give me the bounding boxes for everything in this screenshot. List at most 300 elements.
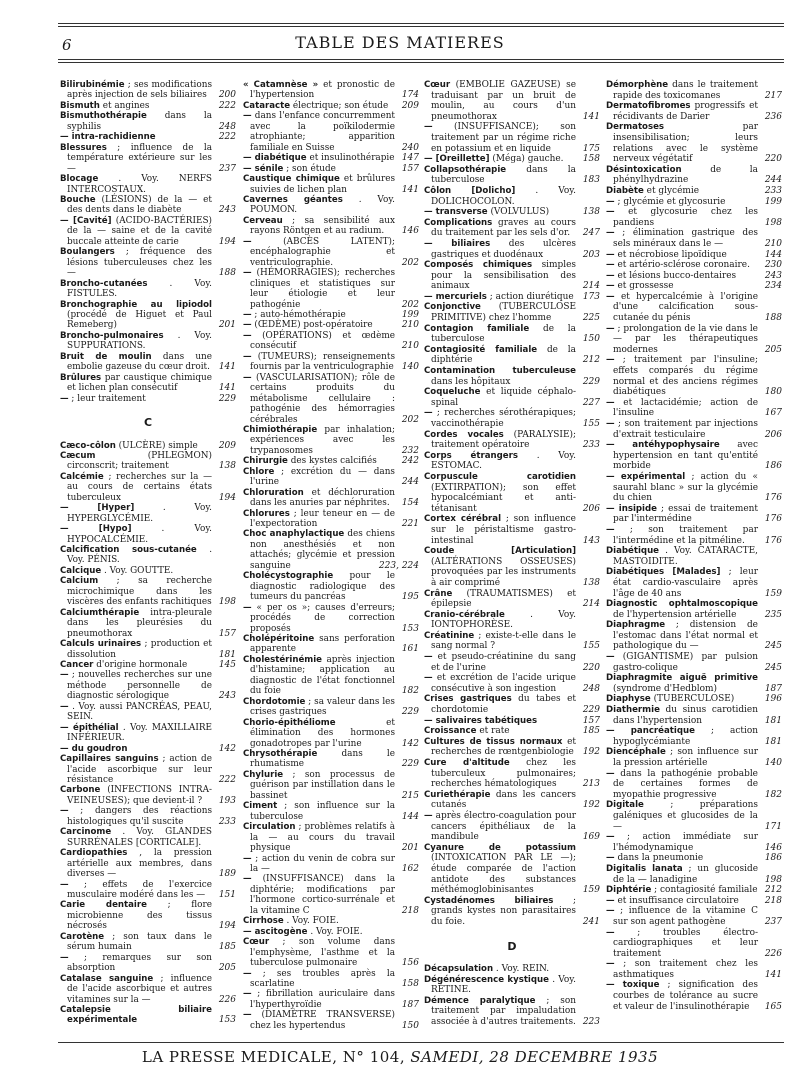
page-reference: 229 <box>401 707 419 718</box>
index-entry <box>60 566 236 576</box>
index-description: de la diphtérie <box>431 344 576 366</box>
index-entry <box>60 723 236 744</box>
index-term: Corps étrangers <box>424 450 518 461</box>
index-term: Complications <box>424 217 493 228</box>
index-entry <box>424 737 600 758</box>
index-term: — mercuriels <box>424 291 487 302</box>
index-entry <box>424 758 600 790</box>
index-entry <box>60 279 236 300</box>
index-entry <box>606 694 782 705</box>
page-reference: 176 <box>764 514 782 525</box>
page-reference: 158 <box>401 978 419 989</box>
index-entry <box>243 310 419 320</box>
index-description: ; un glucoside de la — lanadigine <box>613 863 758 885</box>
index-entry <box>424 790 600 811</box>
index-term: Côlon [Dolicho] <box>424 185 516 196</box>
index-term: — <box>606 419 615 429</box>
index-entry <box>424 165 600 186</box>
index-term: Calciumthérapie <box>60 607 140 618</box>
index-description: dans le traitement rapide des toxicomanes <box>613 80 758 101</box>
index-description: après électro-coagulation pour cancers épithéliaux de la mandibule <box>431 810 576 843</box>
index-entry <box>243 854 419 875</box>
index-description: dans les cancers cutanés <box>431 789 576 811</box>
index-description: . Voy. FOIE. <box>286 916 339 927</box>
index-description: et glycémie <box>646 185 700 196</box>
index-description: sans perforation apparente <box>250 634 395 655</box>
index-entry <box>60 953 236 974</box>
page-reference: 217 <box>764 90 782 101</box>
index-description: (VASCULARISATION); rôle de certains produits du métabolisme cellulaire : pathogénie des hémorragies cérébrales <box>250 372 395 425</box>
index-entry <box>606 324 782 356</box>
page-reference: 222 <box>218 775 236 785</box>
index-description: ; son étude <box>286 163 336 174</box>
index-entry <box>60 754 236 785</box>
index-entry <box>60 545 236 566</box>
index-description: (TUMEURS); renseignements fournis par la ventriculographie <box>250 351 395 373</box>
index-description: de la tuberculose <box>431 323 576 345</box>
index-entry <box>243 467 419 488</box>
index-description: . Voy. HYPERGLYCÉMIE. <box>67 503 212 524</box>
index-term: Carotène <box>60 931 105 942</box>
index-description: ; traitement par l'insuline; effets comparés du régime normal et des anciens régimes diabétiques <box>613 355 758 398</box>
index-entry <box>60 524 236 545</box>
index-term: Composés chimiques <box>424 260 533 271</box>
page-reference: 145 <box>218 660 236 671</box>
index-description: des kystes calcifiés <box>290 456 377 467</box>
page-reference: 151 <box>218 889 236 900</box>
page-reference: 138 <box>582 577 600 588</box>
page-reference: 220 <box>764 154 782 165</box>
index-entry <box>243 111 419 153</box>
index-description: des ulcères gastriques et duodénaux <box>431 238 576 260</box>
index-description: ; préparations galéniques et glucosides de la — <box>613 800 758 832</box>
index-description: de la phénylhydrazine <box>613 164 758 186</box>
index-term: — insipide <box>606 503 657 514</box>
index-description: (ŒDÈME) post-opératoire <box>254 320 373 331</box>
index-entry <box>424 652 600 673</box>
index-entry <box>60 472 236 503</box>
index-entry <box>60 247 236 278</box>
index-entry <box>243 331 419 352</box>
index-entry <box>60 352 236 373</box>
index-term: — <box>60 393 69 404</box>
page-reference: 226 <box>218 994 236 1005</box>
index-description: (PARALYSIE); traitement opératoire <box>431 429 576 451</box>
index-entry <box>424 472 600 514</box>
index-term: Croissance <box>424 726 477 737</box>
index-entry <box>60 216 236 247</box>
page-reference: 186 <box>764 461 782 472</box>
index-entry <box>606 101 782 122</box>
page-reference: 157 <box>582 715 600 726</box>
index-term: Cœur <box>424 80 451 90</box>
index-term: — sénile <box>243 163 284 174</box>
index-description: et artério-sclérose coronaire. <box>617 260 750 271</box>
index-entry <box>60 195 236 216</box>
index-entry <box>606 885 782 896</box>
index-term: — <box>424 408 433 419</box>
index-term: — <box>424 810 433 821</box>
index-entry <box>60 441 236 451</box>
page-reference: 229 <box>218 393 236 404</box>
index-column-1 <box>60 80 236 1026</box>
header-rule-top-2 <box>58 26 784 27</box>
index-entry <box>60 639 236 660</box>
index-entry <box>606 832 782 853</box>
page-reference: 243 <box>218 205 236 216</box>
page-reference: 192 <box>582 747 600 758</box>
page-reference: 187 <box>764 683 782 694</box>
index-term: — diabétique <box>243 153 307 164</box>
index-entry <box>243 603 419 634</box>
index-description: par caustique chimique et lichen plan consécutif <box>67 372 213 394</box>
index-description: et liquide céphalo-spinal <box>431 387 576 408</box>
index-entry <box>606 769 782 801</box>
page-reference: 182 <box>764 789 782 800</box>
index-entry <box>606 292 782 324</box>
index-entry <box>60 744 236 754</box>
page-reference: 159 <box>764 588 782 599</box>
index-description: (Méga) gauche. <box>492 154 564 165</box>
index-description: d'origine hormonale <box>96 660 188 671</box>
page-reference: 230 <box>764 260 782 271</box>
index-entry <box>424 631 600 652</box>
index-term: — <box>60 952 69 963</box>
index-description: et nécrobiose lipoïdique <box>617 249 727 260</box>
index-description: (ABCÈS LATENT); encéphalographie et ventriculographie. <box>250 236 395 268</box>
index-entry <box>424 260 600 292</box>
index-description: ; son traitement par l'intermédine et la pitméline. <box>613 524 758 546</box>
index-term: Calcification sous-cutanée <box>60 545 197 556</box>
index-description: et rate <box>479 726 510 737</box>
index-column-3 <box>424 80 600 1028</box>
index-term: — intra-rachidienne <box>60 132 156 143</box>
index-term: Caustique chimique <box>243 174 340 185</box>
index-description: (ULCÈRE) simple <box>118 440 198 451</box>
index-description: par inhalation; expériences avec les trypanosomes <box>250 424 395 456</box>
index-entry <box>606 747 782 768</box>
index-entry <box>60 373 236 394</box>
index-description: . Voy. SUPPURATIONS. <box>67 330 212 352</box>
index-entry <box>424 186 600 207</box>
index-term: Cancer <box>60 660 94 671</box>
index-entry <box>606 271 782 282</box>
page-reference: 240 <box>401 142 419 153</box>
index-entry <box>606 546 782 567</box>
page-reference: 185 <box>218 942 236 953</box>
index-description: par insensibilisation; leurs relations avec le système nerveux végétatif <box>613 122 758 165</box>
index-entry <box>243 164 419 174</box>
page-reference: 189 <box>218 869 236 880</box>
index-description: ; son traitement chez les asthmatiques <box>613 959 758 980</box>
index-description: (TUBERCULOSE) <box>653 694 735 705</box>
index-entry <box>60 576 236 607</box>
index-entry <box>424 122 600 154</box>
page-reference: 218 <box>764 895 782 906</box>
page-reference: 161 <box>401 644 419 655</box>
index-entry <box>424 589 600 610</box>
page-reference: 183 <box>582 175 600 186</box>
index-entry <box>424 366 600 387</box>
page-reference: 146 <box>764 842 782 853</box>
index-entry <box>243 927 419 937</box>
page-reference: 175 <box>582 143 600 154</box>
index-entry <box>60 80 236 101</box>
index-entry <box>243 80 419 101</box>
index-description: . Voy. FOIE. <box>310 926 363 937</box>
index-term: Cholécystographie <box>243 571 334 582</box>
index-term: — <box>243 602 252 613</box>
index-description: (INSUFFISANCE) dans la diphtérie; modifications par l'hormone cortico-surrénale et la vitamine C <box>250 874 395 916</box>
index-term: — <box>606 270 615 281</box>
page-reference: 167 <box>764 408 782 419</box>
index-entry <box>243 237 419 268</box>
index-term: — <box>606 652 615 663</box>
index-entry <box>606 599 782 620</box>
page-reference: 146 <box>401 226 419 237</box>
index-entry <box>243 425 419 456</box>
page-reference: 159 <box>582 885 600 896</box>
index-entry <box>606 207 782 228</box>
index-description: (HÉMORRAGIES); recherches cliniques et statistiques sur leur étiologie et leur pathogénie <box>250 268 395 310</box>
index-entry <box>606 419 782 440</box>
index-entry <box>60 880 236 901</box>
index-term: — <box>243 320 252 331</box>
page-reference: 210 <box>764 238 782 249</box>
index-entry <box>243 101 419 111</box>
index-description: ; leur traitement <box>71 393 146 404</box>
index-entry <box>606 673 782 694</box>
page-reference: 156 <box>401 958 419 969</box>
index-term: Curiethérapie <box>424 789 491 800</box>
index-term: Cerveau <box>243 215 283 226</box>
index-description: et grossesse <box>617 281 674 292</box>
page-reference: 202 <box>401 299 419 310</box>
index-entry <box>60 806 236 827</box>
index-term: — ascitogène <box>243 926 308 937</box>
index-term: Cyanure de potassium <box>424 842 576 853</box>
index-entry <box>60 174 236 195</box>
index-term: Dégénérescence kystique <box>424 974 549 985</box>
page-reference: 153 <box>218 1015 236 1026</box>
index-description: ; effets de l'exercice musculaire modéré dans les — <box>67 879 212 900</box>
page-reference: 225 <box>582 313 600 324</box>
page-reference: 201 <box>218 320 236 331</box>
index-entry <box>424 207 600 218</box>
index-term: Crises gastriques <box>424 694 512 705</box>
index-description: chez les tuberculeux pulmonaires; recherches hématologiques <box>431 758 576 790</box>
index-term: — <box>243 351 252 362</box>
index-term: — <box>606 249 615 260</box>
page-reference: 244 <box>764 175 782 186</box>
index-entry <box>243 770 419 801</box>
index-entry <box>60 827 236 848</box>
page-reference: 232 <box>401 445 419 456</box>
header-rule-bottom-2 <box>58 62 784 63</box>
page-reference: 141 <box>218 383 236 394</box>
page-reference: 210 <box>401 341 419 352</box>
index-term: — expérimental <box>606 471 686 482</box>
index-description: (ACIDO-BACTÉRIES) de la — saine et de la cavité buccale atteinte de carie <box>67 215 213 247</box>
index-term: Ciment <box>243 801 278 812</box>
index-description: des chiens non anesthésiés et non attachés; glycémie et pression sanguine <box>250 529 395 571</box>
index-entry <box>606 705 782 726</box>
index-entry <box>606 906 782 927</box>
index-term: — [Oreillette] <box>424 154 490 165</box>
page-reference: 196 <box>764 694 782 705</box>
index-description: . Voy. FISTULES. <box>67 278 212 300</box>
index-term: — transverse <box>424 207 488 218</box>
index-description: ; influence de la vitamine C sur son agent pathogène <box>613 906 758 927</box>
page-reference: 198 <box>764 217 782 228</box>
index-term: Bilirubinémie <box>60 80 125 90</box>
index-description: après injection d'histamine; application au diagnostic de l'état fonctionnel du foie <box>250 654 395 697</box>
index-term: Chlorures <box>243 508 290 519</box>
index-description: du tabes et chordotomie <box>431 694 576 716</box>
index-term: — <box>606 260 615 271</box>
index-term: Diaphragme <box>606 620 666 631</box>
index-description: dans la syphilis <box>67 111 212 132</box>
page-reference: 221 <box>401 519 419 530</box>
page-reference: 198 <box>218 597 236 608</box>
index-description: ; son traitement par injections d'extrait testiculaire <box>613 419 758 440</box>
header-rule-top <box>58 23 784 24</box>
page-reference: 220 <box>582 662 600 673</box>
index-description: . Voy. MAXILLAIRE INFÉRIEUR. <box>67 722 213 744</box>
index-description: ; essai de traitement par l'intermédine <box>613 503 758 525</box>
index-term: Bismuth <box>60 100 100 111</box>
page-reference: 243 <box>764 270 782 281</box>
index-description: « per os »; causes d'erreurs; procédés de correction proposés <box>250 602 395 634</box>
index-description: . Voy. HYPOCALCÉMIE. <box>67 524 212 545</box>
index-term: — <box>243 268 252 279</box>
index-description: ; leur état cardio-vasculaire après l'âge de 40 ans <box>613 567 758 599</box>
index-term: Broncho-pulmonaires <box>60 330 164 341</box>
index-term: — <box>606 196 615 207</box>
index-entry <box>243 634 419 655</box>
index-entry <box>424 964 600 975</box>
index-description: ; son volume dans l'emphysème, l'asthme et la tuberculose pulmonaire <box>250 937 395 969</box>
index-description: ; son taux dans le sérum humain <box>67 931 212 953</box>
section-letter: C <box>143 416 153 430</box>
index-entry <box>60 300 236 331</box>
page-reference: 201 <box>401 843 419 854</box>
index-description: du sinus carotidien dans l'hypertension <box>613 705 758 726</box>
page-reference: 138 <box>582 207 600 218</box>
page-reference: 234 <box>764 281 782 292</box>
page-reference: 142 <box>401 738 419 749</box>
index-entry <box>60 331 236 352</box>
page-reference: 194 <box>218 921 236 932</box>
footer-date: SAMEDI, 28 DECEMBRE 1935 <box>410 1048 659 1066</box>
page-reference: 205 <box>764 344 782 355</box>
index-entry <box>606 726 782 747</box>
index-entry <box>60 451 236 472</box>
index-entry <box>606 864 782 885</box>
index-entry <box>243 529 419 571</box>
index-term: Chlore <box>243 466 275 477</box>
index-description: ; son influence sur la tuberculose <box>250 801 395 822</box>
index-description: ; action hypoglycémiante <box>613 726 758 747</box>
index-entry <box>424 408 600 429</box>
page-reference: 141 <box>401 184 419 195</box>
index-term: Broncho-cutanées <box>60 278 148 289</box>
index-term: Cholestérinémie <box>243 654 323 665</box>
index-entry <box>424 546 600 588</box>
index-entry <box>243 697 419 718</box>
index-term: — [Hyper] <box>60 503 135 514</box>
index-term: Chordotomie <box>243 696 306 707</box>
page-reference: 212 <box>582 355 600 366</box>
index-term: — <box>60 701 69 712</box>
index-term: — antéhypophysaire <box>606 440 720 451</box>
index-description: avec hypertension en tant qu'entité morbide <box>613 440 758 472</box>
index-entry <box>424 694 600 715</box>
index-term: Calcique <box>60 565 102 576</box>
page-reference: 186 <box>764 853 782 864</box>
page-reference: 143 <box>582 535 600 546</box>
page-reference: 237 <box>764 916 782 927</box>
page-reference: 154 <box>401 498 419 509</box>
page-reference: 193 <box>218 795 236 806</box>
index-term: Cystadénomes biliaires <box>424 895 554 906</box>
index-term: — <box>243 874 252 885</box>
index-entry <box>60 900 236 931</box>
index-term: — <box>606 768 615 779</box>
index-description: dans les hôpitaux <box>431 376 511 387</box>
index-term: — <box>424 673 433 684</box>
page-reference: 147 <box>401 153 419 164</box>
page-reference: 181 <box>764 715 782 726</box>
index-entry <box>60 143 236 174</box>
index-entry <box>243 488 419 509</box>
index-description: dans une embolie gazeuse du cœur droit. <box>67 351 212 373</box>
page-reference: 141 <box>218 362 236 373</box>
page-reference: 171 <box>764 821 782 832</box>
index-term: Catalase sanguine <box>60 973 154 984</box>
index-description: . Voy. PÉNIS. <box>67 545 213 566</box>
index-term: — biliaires <box>424 238 491 249</box>
index-term: Calcémie <box>60 471 104 482</box>
index-entry <box>60 932 236 953</box>
index-entry <box>606 472 782 504</box>
index-term: — <box>606 207 615 218</box>
index-entry <box>606 197 782 208</box>
index-term: Contagion familiale <box>424 323 530 334</box>
page-reference: 222 <box>218 100 236 111</box>
index-entry <box>243 937 419 968</box>
page-reference: 210 <box>401 320 419 331</box>
page-reference: 241 <box>582 916 600 927</box>
index-description: et insulinothérapie <box>309 153 395 164</box>
index-term: — <box>60 879 69 890</box>
page-reference: 227 <box>582 397 600 408</box>
index-term: Calcium <box>60 576 99 587</box>
index-term: — <box>243 236 252 247</box>
index-entry <box>60 503 236 524</box>
index-term: Cortex cérébral <box>424 514 502 525</box>
index-entry <box>243 655 419 697</box>
index-term: — <box>606 927 615 938</box>
page-reference: 174 <box>401 90 419 101</box>
index-description: . Voy. POUMON. <box>250 194 395 216</box>
index-term: Dermatofibromes <box>606 101 691 112</box>
index-entry <box>243 718 419 749</box>
index-entry <box>243 216 419 237</box>
index-entry <box>606 355 782 397</box>
index-term: — <box>424 122 433 133</box>
index-entry <box>424 154 600 165</box>
